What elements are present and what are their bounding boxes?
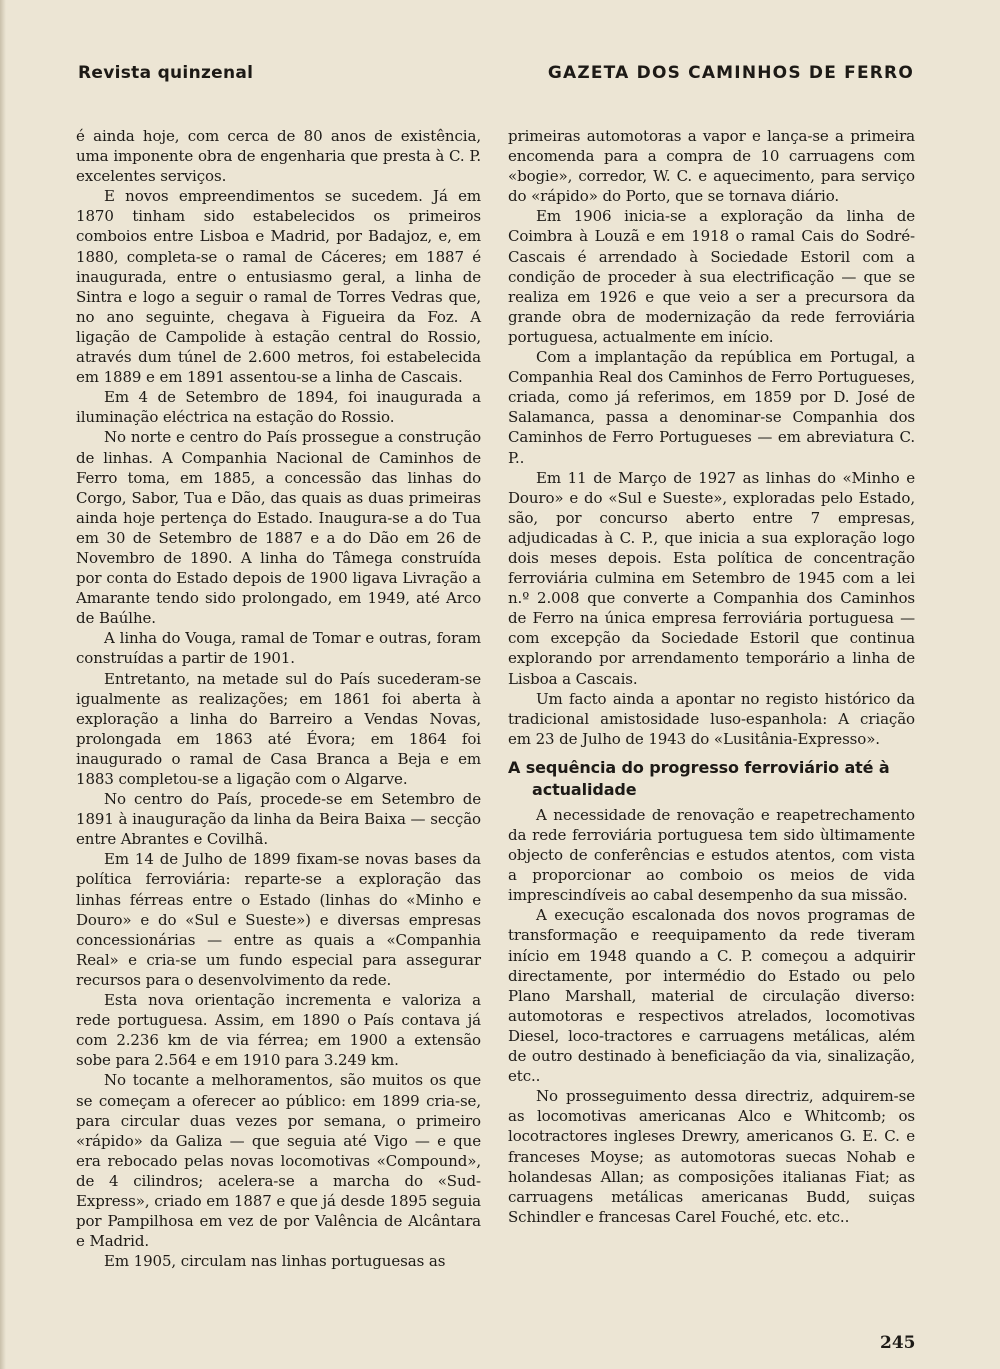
paragraph: No norte e centro do País prossegue a construção de linhas. A Companhia Nacional de Caminhos de Ferro toma, em 1885, a concessão das linhas do Corgo, Sabor, Tua e Dão, das quais as duas primeiras ainda hoje pertença do Estado. Inaugura-se a do Tua em 30 de Setembro de 1887 e a do Dão em 26 de Novembro de 1890. A linha do Tâmega construída por conta do Estado depois de 1900 ligava Livração a Amarante tendo sido prolongado, em 1949, até Arco de Baúlhe.: [76, 428, 481, 628]
paragraph: Em 4 de Setembro de 1894, foi inaugurada a iluminação eléctrica na estação do Rossio.: [76, 388, 481, 427]
paragraph: Em 14 de Julho de 1899 fixam-se novas bases da política ferroviária: reparte-se a exploração das linhas férreas entre o Estado (linhas do «Minho e Douro» e do «Sul e Sueste») e diversas empresas concessionárias — entre as quais a «Companhia Real» e cria-se um fundo especial para assegurar recursos para o desenvolvimento da rede.: [76, 850, 481, 989]
paragraph: Em 11 de Março de 1927 as linhas do «Minho e Douro» e do «Sul e Sueste», exploradas pelo Estado, são, por concurso aberto entre 7 empresas, adjudicadas à C. P., que inicia a sua exploração logo dois meses depois. Esta política de concentração ferroviária culmina em Setembro de 1945 com a lei n.º 2.008 que converte a Companhia dos Caminhos de Ferro na única empresa ferroviária portuguesa — com excepção da Sociedade Estoril que continua explorando por arrendamento temporário a linha de Lisboa a Cascais.: [508, 468, 915, 688]
left-column: [76, 126, 481, 1271]
paragraph: E novos empreendimentos se sucedem. Já em 1870 tinham sido estabelecidos os primeiros comboios entre Lisboa e Madrid, por Badajoz, e, em 1880, completa-se o ramal de Cáceres; em 1887 é inaugurada, entre o entusiasmo geral, a linha de Sintra e logo a seguir o ramal de Torres Vedras que, no ano seguinte, chegava à Figueira da Foz. A ligação de Campolide à estação central do Rossio, através dum túnel de 2.600 metros, foi estabelecida em 1889 e em 1891 assentou-se a linha de Cascais.: [76, 187, 481, 387]
paragraph: primeiras automotoras a vapor e lança-se a primeira encomenda para a compra de 10 carruagens com «bogie», corredor, W. C. e aquecimento, para serviço do «rápido» do Porto, que se tornava diário.: [508, 127, 915, 206]
paragraph: Em 1906 inicia-se a exploração da linha de Coimbra à Louzã e em 1918 o ramal Cais do Sodré-Cascais é arrendado à Sociedade Estoril com a condição de proceder à sua electrificação — que se realiza em 1926 e que veio a ser a precursora da grande obra de modernização da rede ferroviária portuguesa, actualmente em início.: [508, 207, 915, 346]
running-header-left: Revista quinzenal: [78, 63, 254, 83]
paragraph: Com a implantação da república em Portugal, a Companhia Real dos Caminhos de Ferro Portugueses, criada, como já referimos, em 1859 por D. José de Salamanca, passa a denominar-se Companhia dos Caminhos de Ferro Portugueses — em abreviatura C. P..: [508, 348, 915, 467]
paragraph: No prosseguimento dessa directriz, adquirem-se as locomotivas americanas Alco e Whitcomb; os locotractores ingleses Drewry, americanos G. E. C. e franceses Moyse; as automotoras suecas Nohab e holandesas Allan; as composições italianas Fiat; as carruagens metálicas americanas Budd, suiças Schindler e francesas Carel Fouché, etc. etc..: [508, 1087, 915, 1226]
paragraph: Em 1905, circulam nas linhas portuguesas as: [104, 1252, 446, 1271]
paragraph: Esta nova orientação incrementa e valoriza a rede portuguesa. Assim, em 1890 o País contava já com 2.236 km de via férrea; em 1900 a extensão sobe para 2.564 e em 1910 para 3.249 km.: [76, 991, 481, 1070]
section-heading: A sequência do progresso ferroviário até à actualidade: [508, 757, 890, 799]
paragraph: Um facto ainda a apontar no registo histórico da tradicional amistosidade luso-espanhola: A criação em 23 de Julho de 1943 do «Lusitânia-Expresso».: [508, 689, 915, 748]
right-column: [508, 126, 915, 1227]
paragraph: No tocante a melhoramentos, são muitos os que se começam a oferecer ao público: em 1899 cria-se, para circular duas vezes por semana, o primeiro «rápido» da Galiza — que seguia até Vigo — e que era rebocado pelas novas locomotivas «Compound», de 4 cilindros; acelera-se a marcha do «Sud-Express», criado em 1887 e que já desde 1895 seguia por Pampilhosa em vez de por Valência de Alcântara e Madrid.: [76, 1071, 481, 1251]
page-number: 245: [880, 1333, 916, 1353]
paragraph: No centro do País, procede-se em Setembro de 1891 à inauguração da linha da Beira Baixa — secção entre Abrantes e Covilhã.: [76, 790, 481, 849]
page-edge-shadow: [0, 0, 6, 1369]
paragraph: A execução escalonada dos novos programas de transformação e reequipamento da rede tiveram início em 1948 quando a C. P. começou a adquirir directamente, por intermédio do Estado ou pelo Plano Marshall, material de circulação diverso: automotoras e respectivos atrelados, locomotivas Diesel, loco-tractores e carruagens metálicas, além de outro destinado à beneficiação da via, sinalização, etc..: [508, 906, 915, 1086]
paragraph: Entretanto, na metade sul do País sucederam-se igualmente as realizações; em 1861 foi aberta à exploração a linha do Barreiro a Vendas Novas, prolongada em 1863 até Évora; em 1864 foi inaugurado o ramal de Casa Branca a Beja e em 1883 completou-se a ligação com o Algarve.: [76, 669, 481, 788]
running-header-title: GAZETA DOS CAMINHOS DE FERRO: [547, 63, 914, 83]
paragraph: é ainda hoje, com cerca de 80 anos de existência, uma imponente obra de engenharia que presta à C. P. excelentes serviços.: [76, 127, 481, 186]
paragraph: A necessidade de renovação e reapetrechamento da rede ferroviária portuguesa tem sido ùltimamente objecto de conferências e estudos atentos, com vista a proporcionar ao comboio os meios de vida imprescindíveis ao cabal desempenho da sua missão.: [508, 805, 915, 905]
paragraph: A linha do Vouga, ramal de Tomar e outras, foram construídas a partir de 1901.: [76, 629, 481, 668]
